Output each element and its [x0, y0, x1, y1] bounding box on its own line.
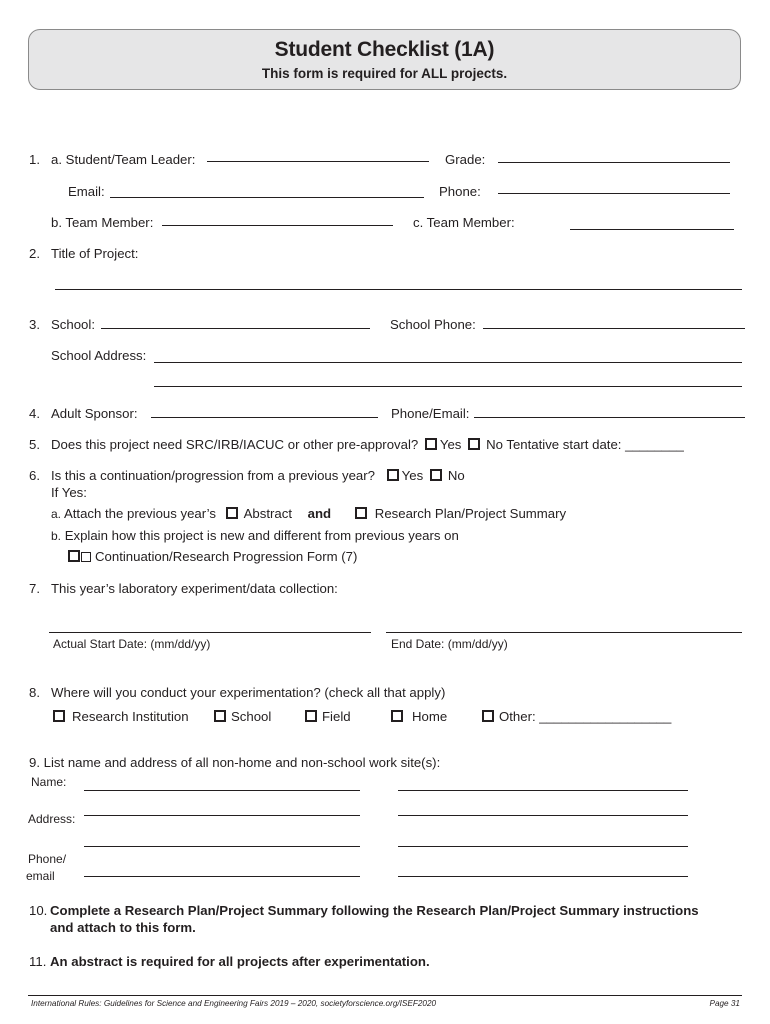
- school-address-field-1[interactable]: [154, 362, 742, 363]
- team-member-b-label: b. Team Member:: [51, 215, 154, 230]
- q6b-form7-label: Continuation/Research Progression Form (7): [95, 549, 358, 564]
- school-address-field-2[interactable]: [154, 386, 742, 387]
- form-subtitle: This form is required for ALL projects.: [261, 66, 508, 81]
- q6b-form7-row: [68, 549, 357, 565]
- sponsor-phone-email-field[interactable]: [474, 417, 745, 418]
- q7-number: 7.: [29, 581, 40, 596]
- team-member-c-field[interactable]: [570, 229, 734, 230]
- school-phone-label: School Phone:: [390, 317, 476, 332]
- school-address-label: School Address:: [51, 348, 147, 363]
- school-field[interactable]: [101, 328, 370, 329]
- project-title-label: Title of Project:: [51, 246, 139, 261]
- q10-number: 10.: [29, 903, 48, 918]
- worksite-email-label: email: [26, 869, 55, 883]
- q5-number: 5.: [29, 437, 40, 452]
- q6b-text: Explain how this project is new and different from previous years on: [64, 528, 459, 543]
- end-date-field[interactable]: [386, 632, 742, 633]
- end-date-label: End Date: (mm/dd/yy): [391, 637, 508, 651]
- q3-number: 3.: [29, 317, 40, 332]
- q7-label: This year’s laboratory experiment/data collection:: [51, 581, 338, 596]
- worksite-1-address-field-2[interactable]: [84, 846, 360, 847]
- start-date-label: Actual Start Date: (mm/dd/yy): [53, 637, 211, 651]
- q2-number: 2.: [29, 246, 40, 261]
- q6-number: 6.: [29, 468, 40, 483]
- q6b-row: [51, 528, 459, 544]
- q6a-abstract-checkbox[interactable]: [226, 507, 238, 519]
- start-date-field[interactable]: [49, 632, 371, 633]
- q6b-form7-checkbox-1[interactable]: [68, 550, 80, 562]
- worksite-1-address-field-1[interactable]: [84, 815, 360, 816]
- q8-option-other[interactable]: [482, 709, 671, 725]
- q8-option-home[interactable]: [391, 709, 447, 725]
- q6a-abstract-label: Abstract: [243, 506, 292, 521]
- q5-no-checkbox[interactable]: [468, 438, 480, 450]
- q6a-row: [51, 506, 566, 522]
- q5-yes-checkbox[interactable]: [425, 438, 437, 450]
- q8-question: Where will you conduct your experimentation? (check all that apply): [51, 685, 446, 700]
- q6-yes-checkbox[interactable]: [387, 469, 399, 481]
- q5-no-tentative-label: No Tentative start date: ________: [486, 437, 684, 452]
- q8-number: 8.: [29, 685, 40, 700]
- q8-option-school[interactable]: [214, 709, 271, 725]
- q6a-research-plan-label: Research Plan/Project Summary: [374, 506, 567, 521]
- home-option-label: Home: [412, 709, 448, 724]
- worksite-2-name-field[interactable]: [398, 790, 688, 791]
- worksite-phone-label: Phone/: [28, 852, 67, 866]
- field-checkbox[interactable]: [305, 710, 317, 722]
- form-title: Student Checklist (1A): [274, 38, 495, 61]
- phone-field[interactable]: [498, 193, 730, 194]
- school-phone-field[interactable]: [483, 328, 745, 329]
- phone-label: Phone:: [439, 184, 481, 199]
- worksite-2-address-field-2[interactable]: [398, 846, 688, 847]
- q6-if-yes: If Yes:: [51, 485, 87, 500]
- q9-label: 9. List name and address of all non-home and non-school work site(s):: [29, 755, 441, 770]
- worksite-address-label: Address:: [28, 812, 76, 826]
- worksite-1-name-field[interactable]: [84, 790, 360, 791]
- q6a-prefix: a.: [51, 507, 62, 521]
- project-title-field[interactable]: [55, 289, 742, 290]
- page-number: Page 31: [709, 999, 740, 1008]
- email-label: Email:: [68, 184, 105, 199]
- worksite-1-phone-email-field[interactable]: [84, 876, 360, 877]
- field-option-label: Field: [322, 709, 351, 724]
- q11-text: An abstract is required for all projects after experimentation.: [50, 954, 430, 969]
- team-member-c-label: c. Team Member:: [413, 215, 515, 230]
- q5-yes-label: Yes: [439, 437, 462, 452]
- q1-number: 1.: [29, 152, 40, 167]
- footer-divider: [28, 995, 742, 996]
- q6a-text: Attach the previous year’s: [63, 506, 216, 521]
- q11-number: 11.: [29, 954, 47, 969]
- q5-row: [51, 437, 684, 453]
- form-header: [28, 29, 741, 90]
- q6-no-label: No: [447, 468, 465, 483]
- q8-option-research-institution[interactable]: [53, 709, 189, 725]
- worksite-2-address-field-1[interactable]: [398, 815, 688, 816]
- home-checkbox[interactable]: [391, 710, 403, 722]
- school-option-label: School: [231, 709, 272, 724]
- team-member-b-field[interactable]: [162, 225, 393, 226]
- q6b-prefix: b.: [51, 529, 62, 543]
- adult-sponsor-label: Adult Sponsor:: [51, 406, 138, 421]
- worksite-2-phone-email-field[interactable]: [398, 876, 688, 877]
- q10-text-line-2: and attach to this form.: [50, 920, 196, 935]
- other-option-label: Other: __________________: [499, 709, 672, 724]
- q6-row: [51, 468, 465, 484]
- school-label: School:: [51, 317, 95, 332]
- research-institution-checkbox[interactable]: [53, 710, 65, 722]
- footer-citation: International Rules: Guidelines for Science and Engineering Fairs 2019 – 2020, societyforscience.org/ISEF2020: [31, 999, 437, 1008]
- q6-yes-label: Yes: [401, 468, 424, 483]
- leader-field[interactable]: [207, 161, 429, 162]
- q8-option-field[interactable]: [305, 709, 351, 725]
- adult-sponsor-field[interactable]: [151, 417, 378, 418]
- q6b-form7-checkbox-2[interactable]: [81, 552, 91, 562]
- grade-label: Grade:: [445, 152, 486, 167]
- q10-text-line-1: Complete a Research Plan/Project Summary following the Research Plan/Project Summary instructions: [50, 903, 699, 918]
- worksite-name-label: Name:: [31, 775, 67, 789]
- email-field[interactable]: [110, 197, 424, 198]
- q5-question: Does this project need SRC/IRB/IACUC or other pre-approval?: [51, 437, 419, 452]
- q6a-research-plan-checkbox[interactable]: [355, 507, 367, 519]
- q6-no-checkbox[interactable]: [430, 469, 442, 481]
- q4-number: 4.: [29, 406, 40, 421]
- grade-field[interactable]: [498, 162, 730, 163]
- q6a-and: and: [307, 506, 332, 521]
- leader-label: a. Student/Team Leader:: [51, 152, 196, 167]
- other-checkbox[interactable]: [482, 710, 494, 722]
- q6-question: Is this a continuation/progression from a previous year?: [51, 468, 375, 483]
- school-checkbox[interactable]: [214, 710, 226, 722]
- sponsor-phone-email-label: Phone/Email:: [391, 406, 470, 421]
- research-institution-label: Research Institution: [72, 709, 189, 724]
